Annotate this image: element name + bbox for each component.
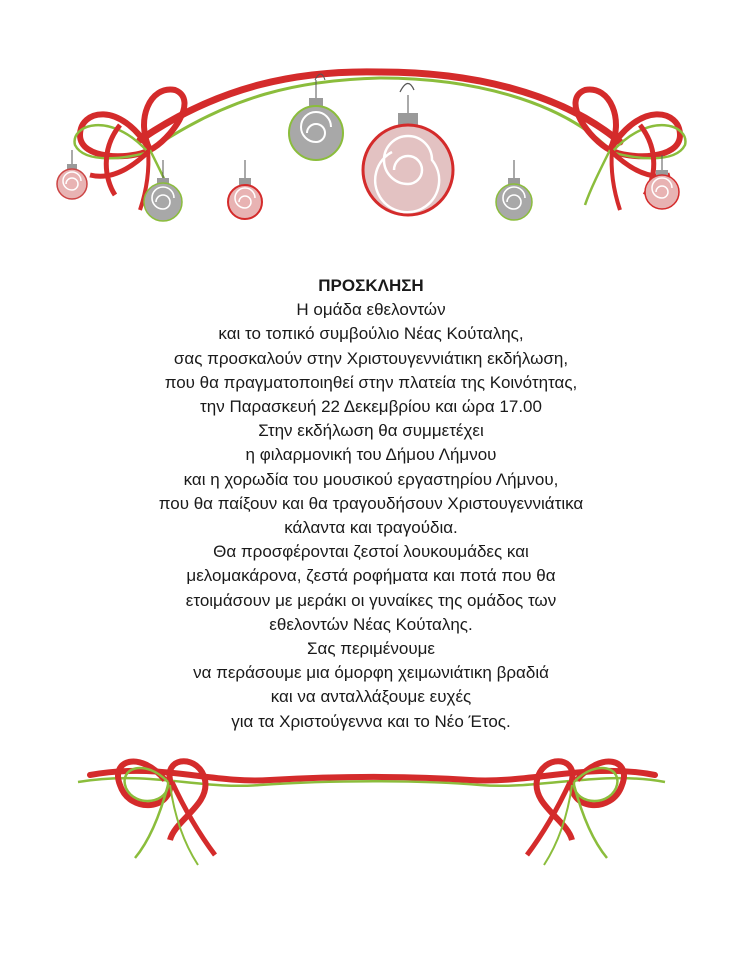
invitation-line: Σας περιμένουμε bbox=[306, 639, 435, 659]
invitation-line: και το τοπικό συμβούλιο Νέας Κούταλης, bbox=[218, 324, 524, 344]
bauble-icon bbox=[645, 155, 679, 209]
invitation-line: και η χορωδία του μουσικού εργαστηρίου Λήμνου, bbox=[183, 469, 559, 489]
bottom-ribbon-ornament bbox=[0, 740, 742, 890]
invitation-title: ΠΡΟΣΚΛΗΣΗ bbox=[318, 276, 424, 295]
invitation-line: Η ομάδα εθελοντών bbox=[296, 300, 446, 320]
invitation-line: την Παρασκευή 22 Δεκεμβρίου και ώρα 17.00 bbox=[200, 397, 542, 417]
bauble-icon bbox=[363, 83, 453, 215]
bauble-icon bbox=[228, 160, 262, 219]
invitation-line: που θα πραγματοποιηθεί στην πλατεία της Κοινότητας, bbox=[164, 372, 578, 392]
invitation-line: η φιλαρμονική του Δήμου Λήμνου bbox=[245, 445, 497, 465]
bauble-icon bbox=[57, 150, 87, 199]
invitation-line: για τα Χριστούγεννα και το Νέο Έτος. bbox=[231, 711, 511, 731]
invitation-line: και να ανταλλάξουμε ευχές bbox=[270, 687, 472, 707]
invitation-line: ετοιμάσουν με μεράκι οι γυναίκες της ομάδος των bbox=[185, 590, 557, 610]
bauble-icon bbox=[496, 160, 532, 220]
invitation-line: Στην εκδήλωση θα συμμετέχει bbox=[258, 421, 484, 441]
invitation-line: κάλαντα και τραγούδια. bbox=[284, 518, 458, 538]
invitation-line: να περάσουμε μια όμορφη χειμωνιάτικη βραδιά bbox=[193, 663, 549, 683]
invitation-line: Θα προσφέρονται ζεστοί λουκουμάδες και bbox=[213, 542, 529, 562]
top-ribbon-ornament bbox=[0, 0, 742, 240]
invitation-line: μελομακάρονα, ζεστά ροφήματα και ποτά που θα bbox=[186, 566, 556, 586]
invitation-line: εθελοντών Νέας Κούταλης. bbox=[269, 614, 473, 634]
red-ribbon-arc bbox=[140, 72, 620, 142]
invitation-text bbox=[0, 274, 742, 734]
invitation-line: που θα παίξουν και θα τραγουδήσουν Χριστουγεννιάτικα bbox=[158, 493, 584, 513]
invitation-line: σας προσκαλούν στην Χριστουγεννιάτικη εκδήλωση, bbox=[173, 348, 569, 368]
